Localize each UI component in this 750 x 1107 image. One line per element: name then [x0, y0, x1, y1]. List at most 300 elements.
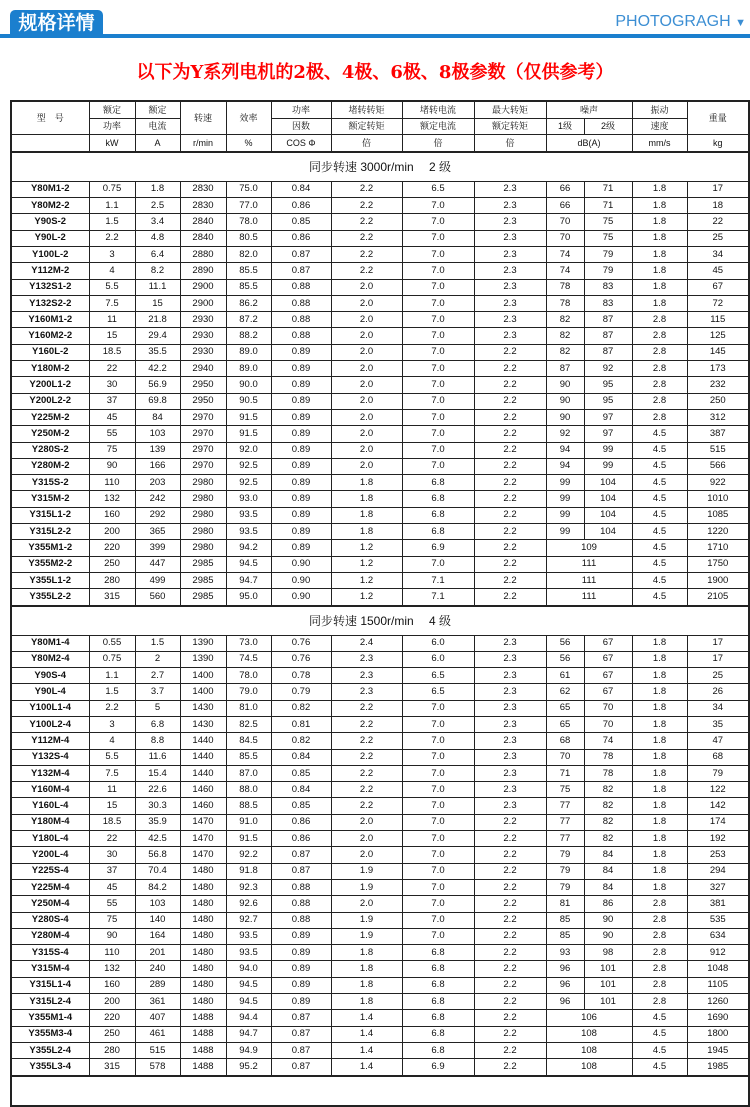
value-cell: 292 — [135, 507, 180, 523]
table-row — [11, 198, 749, 214]
value-cell: 0.89 — [271, 524, 331, 540]
value-cell: 34 — [687, 700, 749, 716]
noise-cell: 85 — [546, 928, 584, 944]
value-cell: 67 — [687, 279, 749, 295]
value-cell: 2880 — [180, 246, 226, 262]
value-cell: 2.8 — [632, 896, 687, 912]
value-cell: 90.5 — [226, 393, 271, 409]
noise-cell: 67 — [584, 684, 632, 700]
value-cell: 4.5 — [632, 1042, 687, 1058]
noise-cell: 97 — [584, 426, 632, 442]
noise-cell: 104 — [584, 524, 632, 540]
model-cell: Y160L-2 — [11, 344, 89, 360]
value-cell: 250 — [89, 1026, 135, 1042]
value-cell: 6.0 — [402, 651, 474, 667]
value-cell: 7.0 — [402, 879, 474, 895]
value-cell: 68 — [687, 749, 749, 765]
noise-cell: 82 — [584, 798, 632, 814]
model-cell: Y280S-2 — [11, 442, 89, 458]
value-cell: 0.85 — [271, 798, 331, 814]
value-cell: 0.55 — [89, 635, 135, 651]
value-cell: 1.8 — [331, 475, 402, 491]
noise-cell: 82 — [546, 328, 584, 344]
table-row — [11, 1042, 749, 1058]
table-row — [11, 556, 749, 572]
value-cell: 7.0 — [402, 426, 474, 442]
value-cell: 2.2 — [474, 491, 546, 507]
value-cell: 1.8 — [632, 279, 687, 295]
value-cell: 0.88 — [271, 279, 331, 295]
value-cell: 2.3 — [474, 668, 546, 684]
value-cell: 2970 — [180, 409, 226, 425]
value-cell: 1.8 — [331, 961, 402, 977]
col-noise-grade1: 1级 — [546, 118, 584, 135]
value-cell: 11 — [89, 782, 135, 798]
value-cell: 0.87 — [271, 1010, 331, 1026]
value-cell: 1480 — [180, 945, 226, 961]
value-cell: 18.5 — [89, 814, 135, 830]
value-cell: 30 — [89, 847, 135, 863]
value-cell: 4.5 — [632, 458, 687, 474]
value-cell: 1.8 — [331, 945, 402, 961]
table-row — [11, 749, 749, 765]
value-cell: 0.86 — [271, 230, 331, 246]
table-row — [11, 491, 749, 507]
value-cell: 2840 — [180, 214, 226, 230]
value-cell: 2930 — [180, 312, 226, 328]
value-cell: 7.0 — [402, 896, 474, 912]
table-row — [11, 377, 749, 393]
model-cell: Y355L1-2 — [11, 572, 89, 588]
value-cell: 2.2 — [474, 961, 546, 977]
value-cell: 2.3 — [331, 668, 402, 684]
value-cell: 6.5 — [402, 181, 474, 197]
value-cell: 42.5 — [135, 831, 180, 847]
col-power-2: 功率 — [89, 118, 135, 135]
value-cell: 7.0 — [402, 328, 474, 344]
model-cell: Y250M-4 — [11, 896, 89, 912]
value-cell: 1.8 — [632, 230, 687, 246]
noise-cell: 83 — [584, 295, 632, 311]
photograph-label: PHOTOGRAGH — [615, 13, 731, 30]
noise-cell: 82 — [584, 831, 632, 847]
value-cell: 315 — [89, 589, 135, 606]
value-cell: 1460 — [180, 798, 226, 814]
noise-cell: 104 — [584, 491, 632, 507]
table-row — [11, 945, 749, 961]
table-row — [11, 246, 749, 262]
value-cell: 22 — [89, 361, 135, 377]
value-cell: 110 — [89, 475, 135, 491]
value-cell: 92.3 — [226, 879, 271, 895]
model-cell: Y132S-4 — [11, 749, 89, 765]
model-cell: Y80M1-4 — [11, 635, 89, 651]
value-cell: 55 — [89, 896, 135, 912]
value-cell: 1.4 — [331, 1059, 402, 1076]
value-cell: 85.5 — [226, 279, 271, 295]
model-cell: Y315L2-4 — [11, 994, 89, 1010]
value-cell: 1.4 — [331, 1010, 402, 1026]
spec-details-tab[interactable]: 规格详情 — [10, 10, 103, 35]
noise-cell: 70 — [546, 214, 584, 230]
value-cell: 1.8 — [632, 879, 687, 895]
value-cell: 25 — [687, 668, 749, 684]
model-cell: Y315M-2 — [11, 491, 89, 507]
value-cell: 7.0 — [402, 716, 474, 732]
value-cell: 4.8 — [135, 230, 180, 246]
value-cell: 35.5 — [135, 344, 180, 360]
value-cell: 2980 — [180, 507, 226, 523]
table-row — [11, 879, 749, 895]
value-cell: 2.0 — [331, 458, 402, 474]
value-cell: 90 — [89, 458, 135, 474]
value-cell: 2.2 — [474, 831, 546, 847]
value-cell: 94.9 — [226, 1042, 271, 1058]
value-cell: 2830 — [180, 181, 226, 197]
value-cell: 78.0 — [226, 668, 271, 684]
value-cell: 1.9 — [331, 863, 402, 879]
value-cell: 1470 — [180, 847, 226, 863]
value-cell: 0.89 — [271, 361, 331, 377]
value-cell: 132 — [89, 491, 135, 507]
value-cell: 1400 — [180, 668, 226, 684]
noise-cell: 94 — [546, 442, 584, 458]
value-cell: 91.5 — [226, 426, 271, 442]
value-cell: 91.0 — [226, 814, 271, 830]
noise-cell: 78 — [584, 765, 632, 781]
value-cell: 88.2 — [226, 328, 271, 344]
table-row — [11, 361, 749, 377]
value-cell: 2930 — [180, 344, 226, 360]
value-cell: 1.8 — [632, 263, 687, 279]
value-cell: 1.8 — [331, 507, 402, 523]
value-cell: 2980 — [180, 491, 226, 507]
value-cell: 0.88 — [271, 312, 331, 328]
noise-cell: 75 — [584, 230, 632, 246]
table-row — [11, 798, 749, 814]
value-cell: 0.75 — [89, 181, 135, 197]
noise-cell: 56 — [546, 651, 584, 667]
value-cell: 6.9 — [402, 540, 474, 556]
value-cell: 1.8 — [632, 684, 687, 700]
value-cell: 80.5 — [226, 230, 271, 246]
value-cell: 22 — [89, 831, 135, 847]
value-cell: 1.2 — [331, 572, 402, 588]
value-cell: 90.0 — [226, 377, 271, 393]
value-cell: 280 — [89, 572, 135, 588]
table-row — [11, 589, 749, 606]
noise-cell: 74 — [584, 733, 632, 749]
value-cell: 1480 — [180, 912, 226, 928]
model-cell: Y355M1-2 — [11, 540, 89, 556]
value-cell: 1390 — [180, 635, 226, 651]
value-cell: 387 — [687, 426, 749, 442]
value-cell: 2.2 — [331, 230, 402, 246]
value-cell: 2.2 — [474, 344, 546, 360]
value-cell: 92.7 — [226, 912, 271, 928]
value-cell: 220 — [89, 1010, 135, 1026]
noise-cell: 90 — [546, 409, 584, 425]
col-locked-current: 堵转电流 — [402, 101, 474, 118]
value-cell: 6.9 — [402, 1059, 474, 1076]
value-cell: 6.8 — [402, 961, 474, 977]
value-cell: 7.0 — [402, 912, 474, 928]
value-cell: 7.0 — [402, 749, 474, 765]
value-cell: 77.0 — [226, 198, 271, 214]
value-cell: 361 — [135, 994, 180, 1010]
noise-cell: 66 — [546, 181, 584, 197]
table-header — [11, 101, 749, 152]
value-cell: 7.0 — [402, 409, 474, 425]
value-cell: 7.0 — [402, 442, 474, 458]
table-row — [11, 524, 749, 540]
table-row — [11, 684, 749, 700]
noise-cell: 92 — [584, 361, 632, 377]
model-cell: Y280S-4 — [11, 912, 89, 928]
noise-cell: 87 — [584, 344, 632, 360]
value-cell: 93.5 — [226, 928, 271, 944]
value-cell: 92.6 — [226, 896, 271, 912]
value-cell: 140 — [135, 912, 180, 928]
unit-vibration: mm/s — [632, 135, 687, 152]
value-cell: 2.8 — [632, 994, 687, 1010]
col-model: 型 号 — [11, 101, 89, 135]
model-cell: Y80M1-2 — [11, 181, 89, 197]
value-cell: 4.5 — [632, 572, 687, 588]
value-cell: 0.84 — [271, 181, 331, 197]
table-row — [11, 279, 749, 295]
value-cell: 2.8 — [632, 344, 687, 360]
value-cell: 139 — [135, 442, 180, 458]
table-row — [11, 393, 749, 409]
value-cell: 1.1 — [89, 668, 135, 684]
value-cell: 1480 — [180, 994, 226, 1010]
value-cell: 1.8 — [632, 798, 687, 814]
value-cell: 1710 — [687, 540, 749, 556]
table-row — [11, 214, 749, 230]
value-cell: 499 — [135, 572, 180, 588]
col-noise-grade2: 2级 — [584, 118, 632, 135]
value-cell: 6.8 — [402, 524, 474, 540]
value-cell: 1.8 — [632, 782, 687, 798]
noise-cell: 108 — [546, 1026, 632, 1042]
value-cell: 45 — [89, 409, 135, 425]
value-cell: 0.88 — [271, 912, 331, 928]
value-cell: 4.5 — [632, 540, 687, 556]
value-cell: 0.85 — [271, 765, 331, 781]
value-cell: 92.2 — [226, 847, 271, 863]
col-locked-torque: 堵转转矩 — [331, 101, 402, 118]
unit-locked-current: 倍 — [402, 135, 474, 152]
value-cell: 0.85 — [271, 214, 331, 230]
value-cell: 3.7 — [135, 684, 180, 700]
noise-cell: 71 — [584, 198, 632, 214]
value-cell: 125 — [687, 328, 749, 344]
value-cell: 2830 — [180, 198, 226, 214]
value-cell: 461 — [135, 1026, 180, 1042]
value-cell: 1.5 — [89, 214, 135, 230]
value-cell: 0.89 — [271, 426, 331, 442]
value-cell: 280 — [89, 1042, 135, 1058]
value-cell: 2.3 — [474, 246, 546, 262]
value-cell: 2.2 — [474, 426, 546, 442]
model-cell: Y315S-2 — [11, 475, 89, 491]
value-cell: 578 — [135, 1059, 180, 1076]
table-row — [11, 700, 749, 716]
value-cell: 2.0 — [331, 896, 402, 912]
value-cell: 1.8 — [632, 831, 687, 847]
noise-cell: 70 — [584, 716, 632, 732]
value-cell: 2.2 — [474, 1042, 546, 1058]
table-row — [11, 782, 749, 798]
model-cell: Y180M-2 — [11, 361, 89, 377]
value-cell: 1900 — [687, 572, 749, 588]
value-cell: 634 — [687, 928, 749, 944]
value-cell: 0.89 — [271, 442, 331, 458]
value-cell: 37 — [89, 393, 135, 409]
table-row — [11, 928, 749, 944]
noise-cell: 92 — [546, 426, 584, 442]
noise-cell: 98 — [584, 945, 632, 961]
noise-cell: 96 — [546, 977, 584, 993]
value-cell: 2.3 — [474, 635, 546, 651]
noise-cell: 67 — [584, 668, 632, 684]
model-cell: Y225M-4 — [11, 879, 89, 895]
value-cell: 0.89 — [271, 393, 331, 409]
section-label: 同步转速 1500r/min 4 级 — [11, 606, 749, 636]
value-cell: 1.8 — [632, 700, 687, 716]
value-cell: 6.5 — [402, 684, 474, 700]
noise-cell: 106 — [546, 1010, 632, 1026]
value-cell: 0.87 — [271, 246, 331, 262]
value-cell: 0.86 — [271, 831, 331, 847]
unit-speed: r/min — [180, 135, 226, 152]
value-cell: 3.4 — [135, 214, 180, 230]
noise-cell: 67 — [584, 651, 632, 667]
noise-cell: 82 — [584, 814, 632, 830]
value-cell: 7.5 — [89, 295, 135, 311]
unit-weight: kg — [687, 135, 749, 152]
model-cell: Y132S1-2 — [11, 279, 89, 295]
value-cell: 2840 — [180, 230, 226, 246]
value-cell: 4.5 — [632, 491, 687, 507]
value-cell: 87.2 — [226, 312, 271, 328]
value-cell: 93.5 — [226, 507, 271, 523]
value-cell: 2940 — [180, 361, 226, 377]
model-cell: Y132S2-2 — [11, 295, 89, 311]
value-cell: 15.4 — [135, 765, 180, 781]
value-cell: 4.5 — [632, 1026, 687, 1042]
value-cell: 2.3 — [474, 765, 546, 781]
value-cell: 2.2 — [474, 556, 546, 572]
value-cell: 0.87 — [271, 863, 331, 879]
value-cell: 2.2 — [474, 458, 546, 474]
noise-cell: 56 — [546, 635, 584, 651]
value-cell: 4.5 — [632, 426, 687, 442]
value-cell: 1.8 — [632, 716, 687, 732]
value-cell: 7.0 — [402, 814, 474, 830]
value-cell: 0.88 — [271, 295, 331, 311]
unit-noise: dB(A) — [546, 135, 632, 152]
value-cell: 2.3 — [474, 684, 546, 700]
value-cell: 2970 — [180, 458, 226, 474]
value-cell: 6.8 — [402, 507, 474, 523]
value-cell: 94.2 — [226, 540, 271, 556]
value-cell: 4.5 — [632, 556, 687, 572]
noise-cell: 99 — [584, 458, 632, 474]
value-cell: 381 — [687, 896, 749, 912]
model-cell: Y80M2-4 — [11, 651, 89, 667]
table-row — [11, 312, 749, 328]
value-cell: 7.0 — [402, 556, 474, 572]
model-cell: Y200L1-2 — [11, 377, 89, 393]
noise-cell: 86 — [584, 896, 632, 912]
noise-cell: 108 — [546, 1059, 632, 1076]
value-cell: 0.79 — [271, 684, 331, 700]
value-cell: 515 — [687, 442, 749, 458]
value-cell: 2.2 — [474, 994, 546, 1010]
noise-cell: 68 — [546, 733, 584, 749]
value-cell: 75 — [89, 912, 135, 928]
value-cell: 55 — [89, 426, 135, 442]
value-cell: 6.0 — [402, 635, 474, 651]
value-cell: 4.5 — [632, 524, 687, 540]
value-cell: 2.0 — [331, 847, 402, 863]
value-cell: 2.3 — [474, 230, 546, 246]
value-cell: 240 — [135, 961, 180, 977]
model-cell: Y90L-4 — [11, 684, 89, 700]
value-cell: 2980 — [180, 540, 226, 556]
value-cell: 0.87 — [271, 847, 331, 863]
value-cell: 30.3 — [135, 798, 180, 814]
value-cell: 7.1 — [402, 589, 474, 606]
value-cell: 1488 — [180, 1026, 226, 1042]
photograph-link[interactable] — [615, 13, 746, 31]
value-cell: 2.0 — [331, 409, 402, 425]
table-row — [11, 961, 749, 977]
value-cell: 122 — [687, 782, 749, 798]
model-cell: Y280M-2 — [11, 458, 89, 474]
value-cell: 0.89 — [271, 409, 331, 425]
value-cell: 1430 — [180, 700, 226, 716]
value-cell: 6.5 — [402, 668, 474, 684]
table-row — [11, 295, 749, 311]
value-cell: 1.2 — [331, 556, 402, 572]
table-row — [11, 540, 749, 556]
model-cell: Y280M-4 — [11, 928, 89, 944]
value-cell: 22 — [687, 214, 749, 230]
value-cell: 95.2 — [226, 1059, 271, 1076]
value-cell: 1480 — [180, 863, 226, 879]
value-cell: 4.5 — [632, 1010, 687, 1026]
noise-cell: 77 — [546, 814, 584, 830]
noise-cell: 70 — [546, 230, 584, 246]
value-cell: 0.89 — [271, 377, 331, 393]
value-cell: 94.5 — [226, 556, 271, 572]
table-row — [11, 733, 749, 749]
value-cell: 11.6 — [135, 749, 180, 765]
value-cell: 0.76 — [271, 651, 331, 667]
section-header — [11, 606, 749, 636]
value-cell: 82.0 — [226, 246, 271, 262]
col-efficiency: 效率 — [226, 101, 271, 135]
value-cell: 0.82 — [271, 733, 331, 749]
value-cell: 2.8 — [632, 961, 687, 977]
value-cell: 7.0 — [402, 847, 474, 863]
value-cell: 1.8 — [632, 651, 687, 667]
col-locked-current-2: 额定电流 — [402, 118, 474, 135]
value-cell: 164 — [135, 928, 180, 944]
